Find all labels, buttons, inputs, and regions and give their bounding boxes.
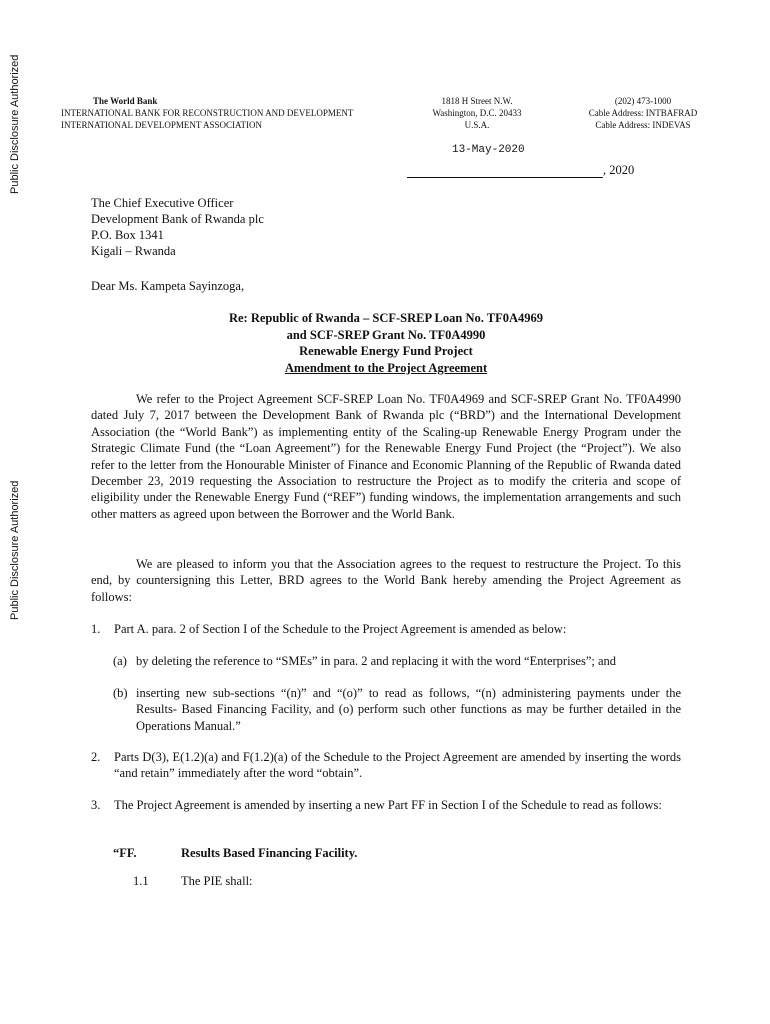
recipient-address [91,195,264,259]
date-year: , 2020 [603,163,635,177]
item-text: Part A. para. 2 of Section I of the Schedule to the Project Agreement is amended as below: [114,622,567,636]
contact-line: Cable Address: INTBAFRAD [588,108,698,118]
item-text: inserting new sub-sections “(n)” and “(o)” to read as follows, “(n) administering payments under the Results- Based Financing Facility, and (o) perform such other functions as may be further detailed in the Operations Manual.” [136,686,681,733]
body-paragraph-agreement: We are pleased to inform you that the Association agrees to the request to restructure the Project. To this end, by countersigning this Letter, BRD agrees to the World Bank hereby amending the Project Agreement as follows: [91,557,681,604]
subject-line: Re: Republic of Rwanda – SCF-SREP Loan No. TF0A4969 [228,311,544,325]
recipient-line: The Chief Executive Officer [91,196,234,210]
item-text: by deleting the reference to “SMEs” in para. 2 and replacing it with the word “Enterprises”; and [136,654,617,668]
ibrd-name: INTERNATIONAL BANK FOR RECONSTRUCTION AND DEVELOPMENT [61,108,354,118]
ida-name: INTERNATIONAL DEVELOPMENT ASSOCIATION [61,120,262,130]
subsection-number: 1.1 [133,874,149,888]
item-text: The Project Agreement is amended by inserting a new Part FF in Section I of the Schedule to read as follows: [114,798,662,812]
recipient-line: P.O. Box 1341 [91,228,164,242]
address-line: 1818 H Street N.W. [441,96,513,106]
letterhead-address [423,95,531,131]
date-stamp: 13-May-2020 [452,144,525,156]
item-number: 2. [91,750,101,764]
disclosure-stamp-top: Public Disclosure Authorized [9,54,21,194]
section-ff-title: Results Based Financing Facility. [181,846,358,860]
item-number: 1. [91,622,101,636]
address-line: U.S.A. [464,120,490,130]
item-number: 3. [91,798,101,812]
contact-line: Cable Address: INDEVAS [595,120,691,130]
address-line: Washington, D.C. 20433 [432,108,522,118]
item-number: (b) [113,686,128,700]
contact-line: (202) 473-1000 [614,96,672,106]
letterhead-contact [578,95,708,131]
subsection-text: The PIE shall: [181,874,253,888]
letterhead-organization [61,95,353,131]
recipient-line: Development Bank of Rwanda plc [91,212,264,226]
date-underline [407,177,603,178]
subject-amendment-title: Amendment to the Project Agreement [284,360,488,375]
org-name: The World Bank [93,96,158,106]
section-ff-label: “FF. [113,846,137,860]
disclosure-stamp-middle: Public Disclosure Authorized [9,480,21,620]
subject-line: and SCF-SREP Grant No. TF0A4990 [286,327,486,342]
subject-line: Renewable Energy Fund Project [299,344,473,358]
item-text: Parts D(3), E(1.2)(a) and F(1.2)(a) of the Schedule to the Project Agreement are amended by inserting the words “and retain” immediately after the word “obtain”. [114,750,681,781]
salutation: Dear Ms. Kampeta Sayinzoga, [91,279,245,293]
body-paragraph-reference: We refer to the Project Agreement SCF-SREP Loan No. TF0A4969 and SCF-SREP Grant No. TF0A4990 dated July 7, 2017 between the Development Bank of Rwanda plc (“BRD”) and the International Development Association (the “World Bank”) as implementing entity of the Scaling-up Renewable Energy Program under the Strategic Climate Fund (the “Loan Agreement”) for the Renewable Energy Fund Project (the “Project”). We also refer to the letter from the Honourable Minister of Finance and Economic Planning of the Republic of Rwanda dated December 23, 2019 requesting the Association to restructure the Project as to modify the criteria and scope of eligibility under the Renewable Energy Fund (“REF”) funding windows, the implementation arrangements and such other matters as agreed upon between the Borrower and the World Bank. [91,392,681,521]
recipient-line: Kigali – Rwanda [91,244,176,258]
subject-block [91,310,681,376]
item-number: (a) [113,654,127,668]
